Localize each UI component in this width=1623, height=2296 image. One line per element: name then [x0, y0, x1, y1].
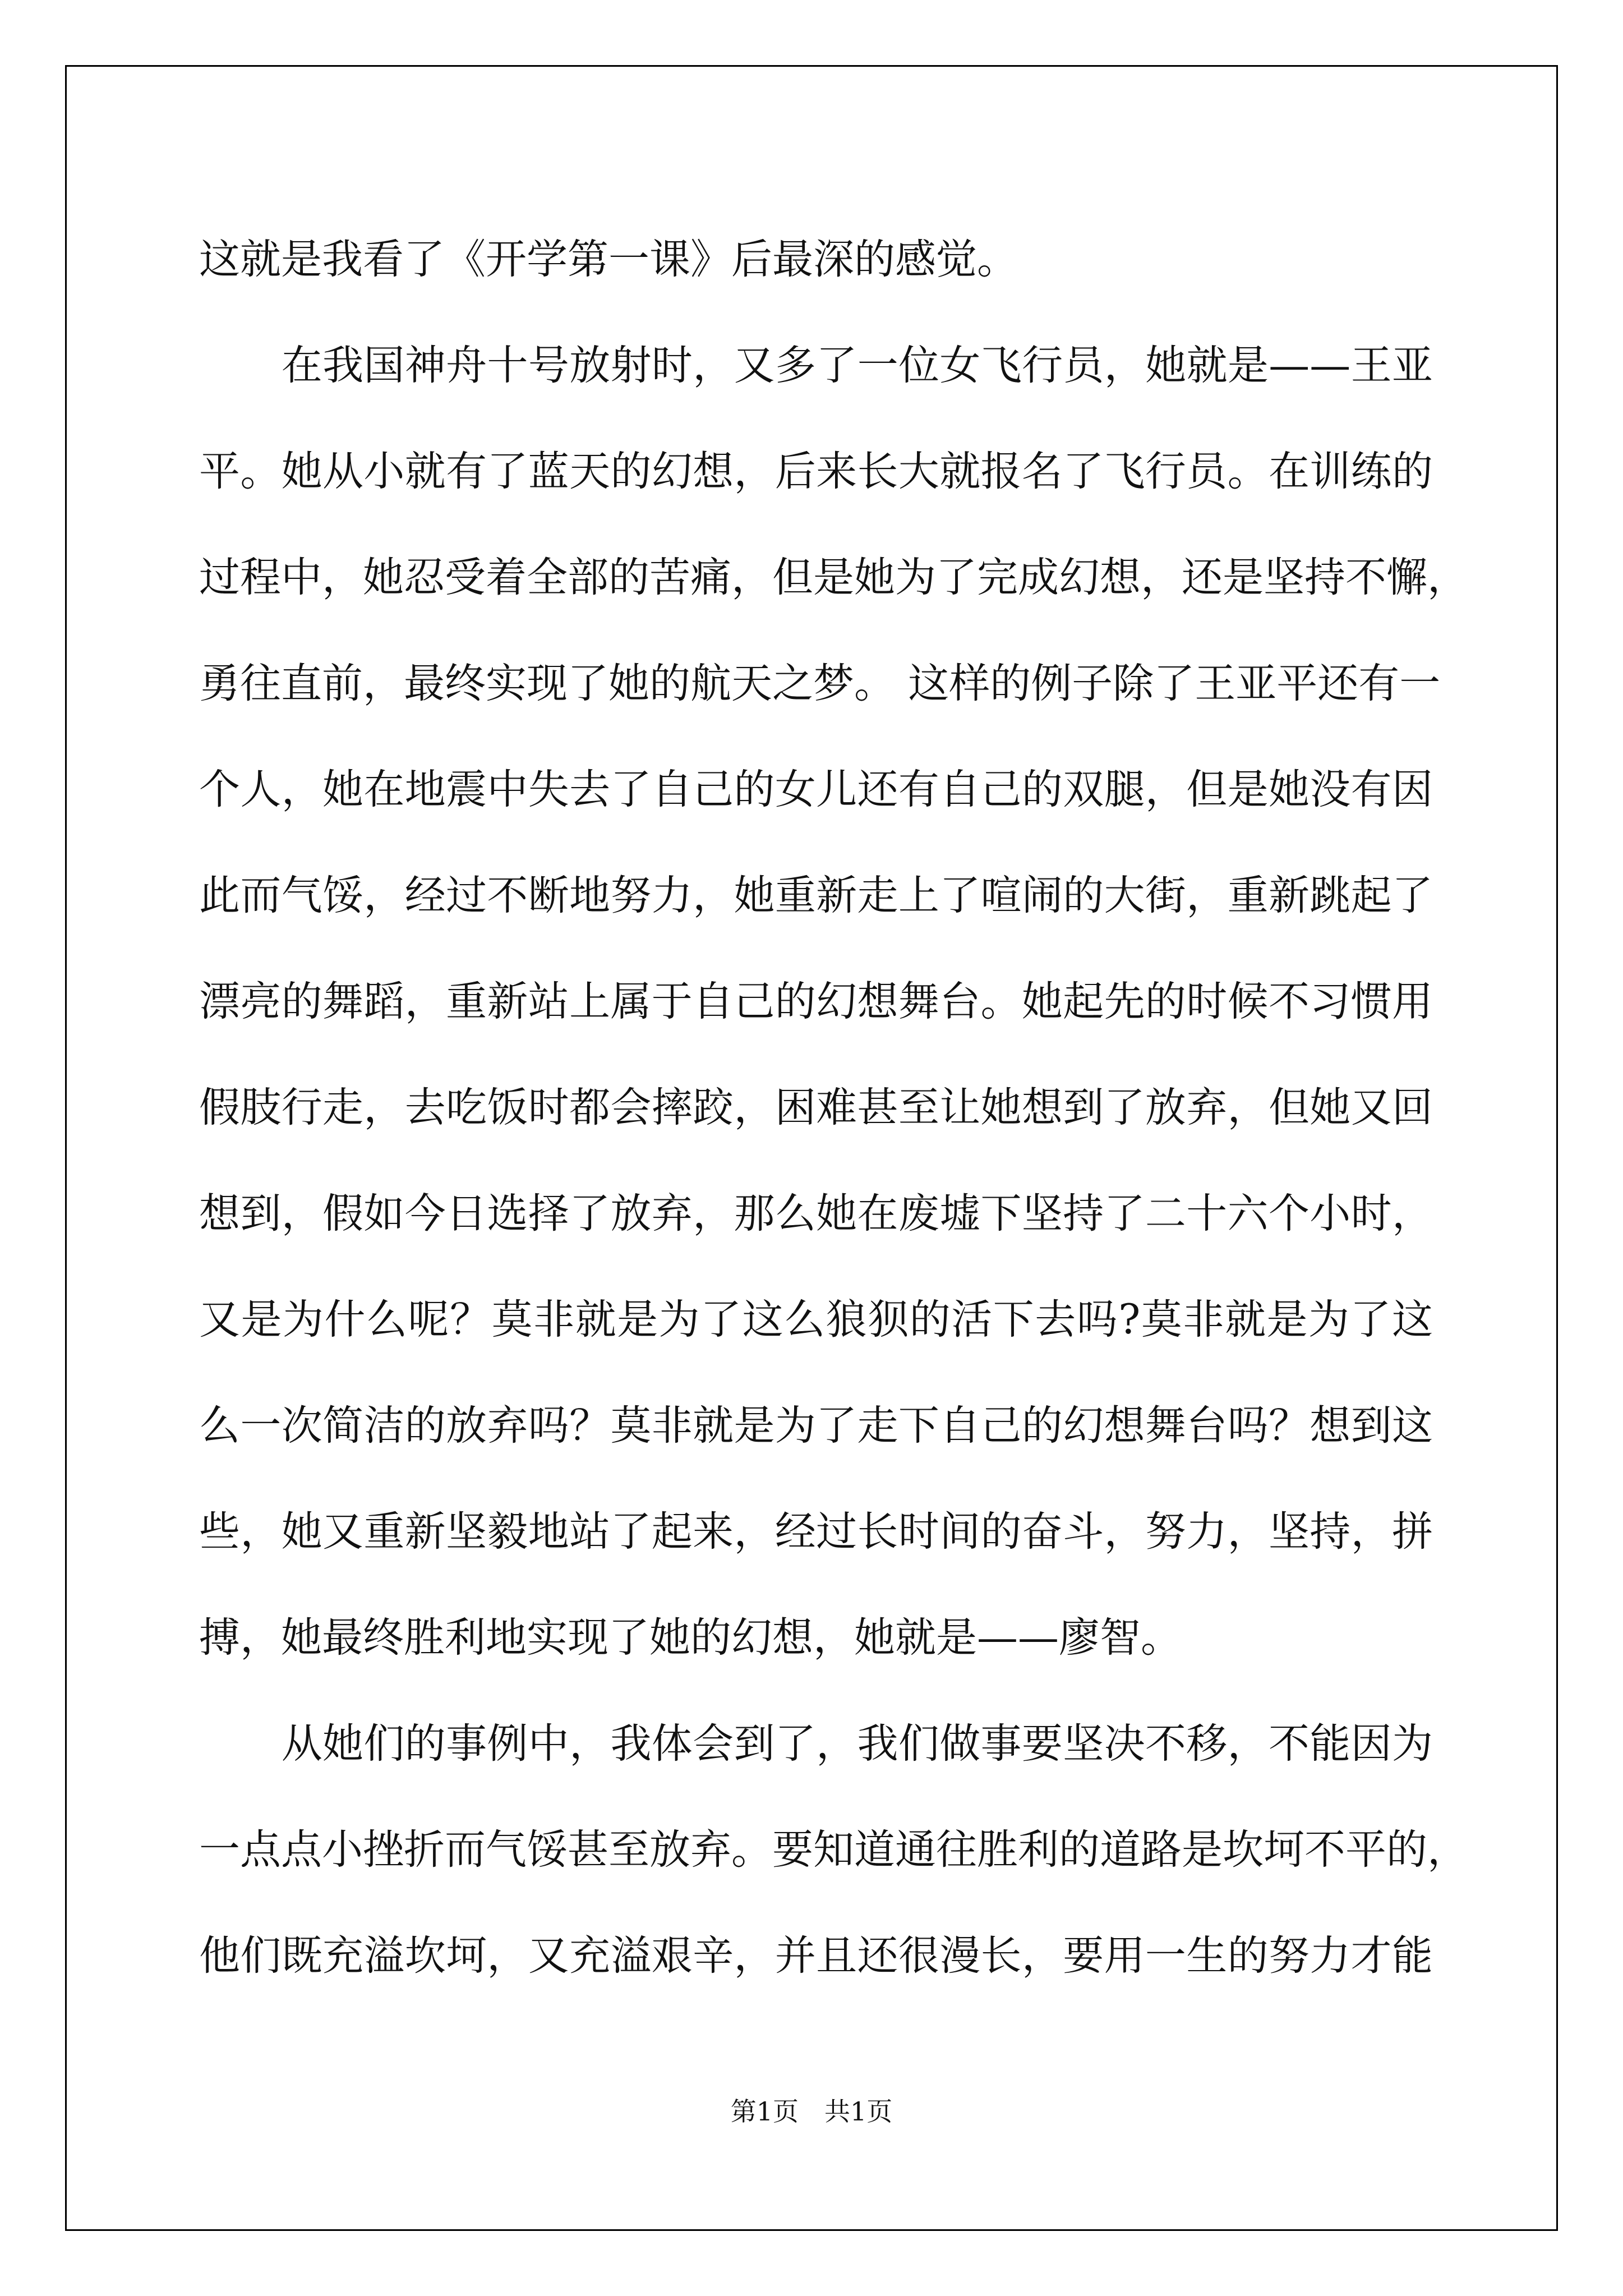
text-line: 他们既充溢坎坷，又充溢艰辛，并且还很漫长，要用一生的努力才能 — [199, 1932, 1433, 1980]
text-line: 个人，她在地震中失去了自己的女儿还有自己的双腿，但是她没有因 — [199, 766, 1433, 813]
text-line: 此而气馁，经过不断地努力，她重新走上了喧闹的大街，重新跳起了 — [199, 872, 1433, 919]
text-line: 在我国神舟十号放射时，又多了一位女飞行员，她就是——王亚 — [199, 342, 1433, 389]
text-line: 假肢行走，去吃饭时都会摔跤，困难甚至让她想到了放弃，但她又回 — [199, 1084, 1433, 1131]
text-line: 想到，假如今日选择了放弃，那么她在废墟下坚持了二十六个小时， — [199, 1190, 1433, 1237]
page-number: 第1页 共1页 — [730, 2096, 893, 2127]
text-line: 这就是我看了《开学第一课》后最深的感觉。 — [199, 236, 1018, 283]
text-line: 又是为什么呢？莫非就是为了这么狼狈的活下去吗?莫非就是为了这 — [199, 1296, 1433, 1343]
text-line: 一点点小挫折而气馁甚至放弃。要知道通往胜利的道路是坎坷不平的， — [199, 1826, 1468, 1874]
text-line: 平。她从小就有了蓝天的幻想，后来长大就报名了飞行员。在训练的 — [199, 448, 1433, 495]
document-body — [199, 206, 1468, 2009]
text-line: 漂亮的舞蹈，重新站上属于自己的幻想舞台。她起先的时候不习惯用 — [199, 978, 1433, 1025]
text-line: 么一次简洁的放弃吗？莫非就是为了走下自己的幻想舞台吗？想到这 — [199, 1402, 1433, 1450]
text-line: 些，她又重新坚毅地站了起来，经过长时间的奋斗，努力，坚持，拼 — [199, 1508, 1433, 1556]
text-line: 勇往直前，最终实现了她的航天之梦。 这样的例子除了王亚平还有一 — [199, 660, 1441, 707]
text-line: 从她们的事例中，我体会到了，我们做事要坚决不移，不能因为 — [199, 1720, 1433, 1768]
text-line: 过程中，她忍受着全部的苦痛，但是她为了完成幻想，还是坚持不懈， — [199, 554, 1468, 601]
text-line: 搏，她最终胜利地实现了她的幻想，她就是——廖智。 — [199, 1614, 1182, 1662]
